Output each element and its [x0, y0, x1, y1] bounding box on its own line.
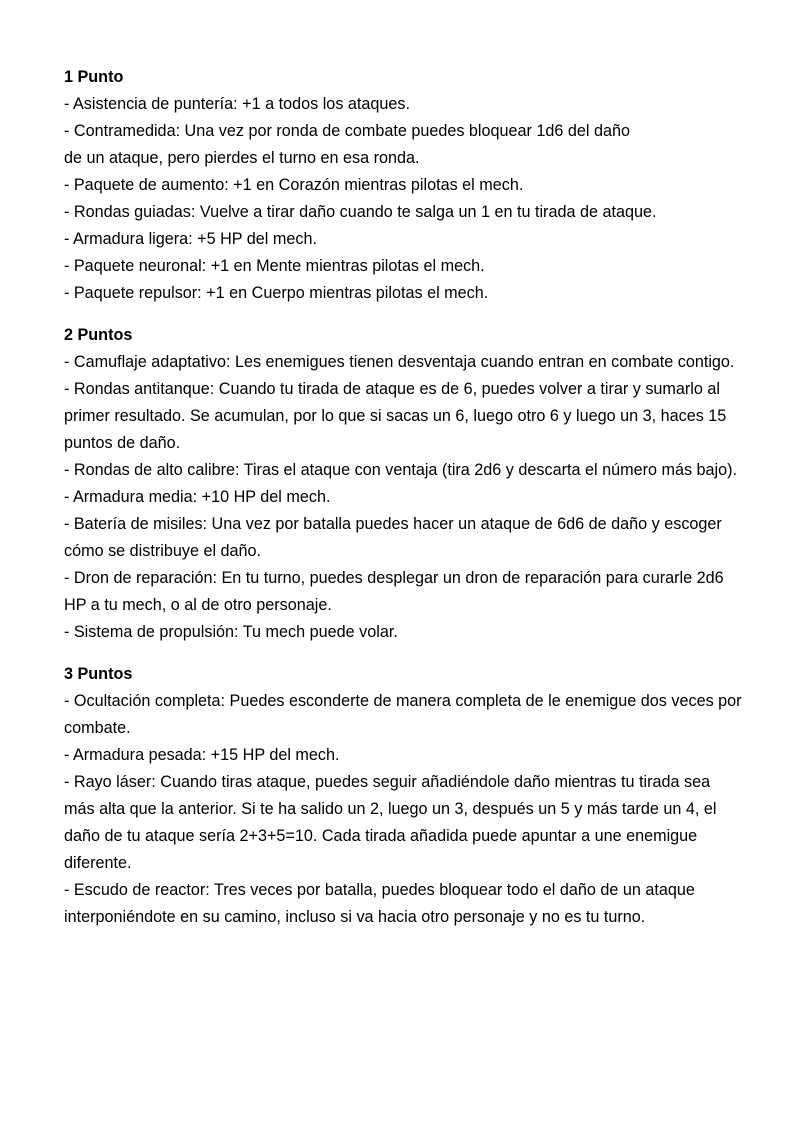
list-item: - Paquete neuronal: +1 en Mente mientras pilotas el mech.: [64, 257, 485, 275]
section-3-puntos: [64, 661, 744, 931]
section-1-punto: [64, 64, 744, 307]
list-item: - Batería de misiles: Una vez por batalla puedes hacer un ataque de 6d6 de daño y escoger cómo se distribuye el daño.: [64, 515, 722, 560]
list-item: - Armadura ligera: +5 HP del mech.: [64, 230, 317, 248]
list-item: - Paquete repulsor: +1 en Cuerpo mientras pilotas el mech.: [64, 284, 489, 302]
section-2-puntos: [64, 322, 744, 646]
list-item: - Dron de reparación: En tu turno, puedes desplegar un dron de reparación para curarle 2d6 HP a tu mech, o al de otro personaje.: [64, 569, 724, 614]
section-heading: 2 Puntos: [64, 326, 133, 344]
document-page: [64, 64, 744, 946]
list-item: - Ocultación completa: Puedes esconderte de manera completa de le enemigue dos veces por combate.: [64, 692, 742, 737]
list-item: - Rondas antitanque: Cuando tu tirada de ataque es de 6, puedes volver a tirar y sumarlo al primer resultado. Se acumulan, por lo que si sacas un 6, luego otro 6 y luego un 3, haces 15 puntos de daño.: [64, 380, 727, 452]
section-heading: 3 Puntos: [64, 665, 133, 683]
list-item: - Rondas de alto calibre: Tiras el ataque con ventaja (tira 2d6 y descarta el número más bajo).: [64, 461, 738, 479]
list-item: - Paquete de aumento: +1 en Corazón mientras pilotas el mech.: [64, 176, 524, 194]
list-item: - Armadura pesada: +15 HP del mech.: [64, 746, 340, 764]
list-item: - Sistema de propulsión: Tu mech puede volar.: [64, 623, 398, 641]
list-item: - Rondas guiadas: Vuelve a tirar daño cuando te salga un 1 en tu tirada de ataque.: [64, 203, 657, 221]
list-item: - Camuflaje adaptativo: Les enemigues tienen desventaja cuando entran en combate contigo.: [64, 353, 735, 371]
list-item: - Rayo láser: Cuando tiras ataque, puedes seguir añadiéndole daño mientras tu tirada sea más alta que la anterior. Si te ha salido un 2, luego un 3, después un 5 y más tarde un 4, el daño de tu ataque sería 2+3+5=10. Cada tirada añadida puede apuntar a une enemigue diferente.: [64, 773, 717, 872]
section-heading: 1 Punto: [64, 68, 124, 86]
list-item: - Contramedida: Una vez por ronda de combate puedes bloquear 1d6 del daño de un ataque, pero pierdes el turno en esa ronda.: [64, 122, 631, 167]
list-item: - Escudo de reactor: Tres veces por batalla, puedes bloquear todo el daño de un ataque interponiéndote en su camino, incluso si va hacia otro personaje y no es tu turno.: [64, 881, 695, 926]
list-item: - Armadura media: +10 HP del mech.: [64, 488, 331, 506]
list-item: - Asistencia de puntería: +1 a todos los ataques.: [64, 95, 411, 113]
